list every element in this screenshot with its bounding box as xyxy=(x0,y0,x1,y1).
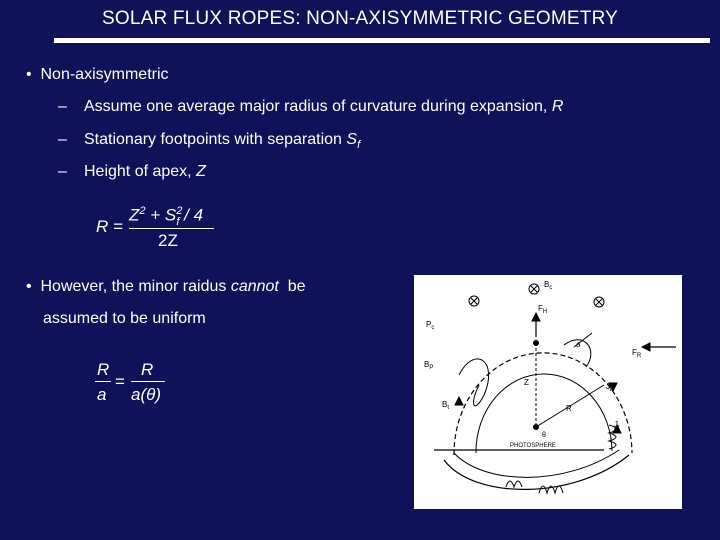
bullet-text-b: be xyxy=(287,278,306,295)
label-jt: $J_t$ xyxy=(614,420,620,431)
sub-text: Assume one average major radius of curvature during expansion, xyxy=(84,98,548,115)
label-photosphere: PHOTOSPHERE xyxy=(510,443,556,449)
var-r: R xyxy=(551,98,564,115)
eq1-div: / 4 xyxy=(184,205,204,225)
label-fh: $F_H$ xyxy=(538,304,548,315)
twist-left xyxy=(459,359,489,406)
eq2-den-left: a xyxy=(97,385,107,404)
label-bc: $B_c$ xyxy=(544,280,553,291)
label-bt: $B_t$ xyxy=(442,400,450,411)
dash: – xyxy=(58,98,67,115)
label-fr: $F_R$ xyxy=(632,348,642,359)
rope-lower-inner xyxy=(454,450,619,477)
sub-text: Height of apex, xyxy=(84,163,192,180)
dash: – xyxy=(58,131,67,148)
eq1-plus-s: + S xyxy=(150,205,177,225)
bullet-text-cannot: cannot xyxy=(230,278,279,295)
sub-bullet-footpoints xyxy=(58,131,360,151)
var-z: Z xyxy=(196,163,206,180)
bullet-dot: • xyxy=(26,66,41,83)
bp-arrow xyxy=(455,397,463,405)
eq1-lhs: R = xyxy=(96,217,123,236)
title-underline xyxy=(54,38,710,43)
eq1-denominator: 2Z xyxy=(158,231,178,250)
eq1-numerator xyxy=(129,205,203,228)
eq1-z-exp: 2 xyxy=(139,205,146,217)
dash: – xyxy=(58,163,67,180)
eq2-num-left: R xyxy=(97,360,110,379)
label-z: Z xyxy=(524,378,529,387)
eq1-s-sub: f xyxy=(176,216,180,229)
fr-arrowhead xyxy=(642,343,650,351)
var-s: S xyxy=(346,131,358,148)
eq2-bar-left xyxy=(95,381,111,382)
var-s-sub: f xyxy=(357,139,361,152)
bullet-text-a: However, the minor raidus xyxy=(40,278,227,295)
eq2-num-right: R xyxy=(141,360,154,379)
label-r: R xyxy=(566,404,572,413)
bullet-non-axisymmetric xyxy=(26,66,169,84)
eq1-s-exp: 2 xyxy=(176,205,183,217)
flux-rope-diagram xyxy=(414,275,682,509)
sub-bullet-major-radius xyxy=(58,98,563,116)
equation-major-radius xyxy=(96,203,226,253)
label-theta: θ xyxy=(542,432,546,439)
eq2-equals: = xyxy=(115,372,125,391)
bullet-text: Non-axisymmetric xyxy=(40,66,169,83)
bullet-minor-radius xyxy=(26,278,306,296)
inner-loop xyxy=(476,374,615,453)
bullet-minor-radius-cont: assumed to be uniform xyxy=(43,310,206,327)
label-jp: $J_P$ xyxy=(606,382,615,393)
eq1-fraction-bar xyxy=(129,228,214,229)
apex-point xyxy=(534,341,539,346)
sub-bullet-apex-height xyxy=(58,163,206,181)
equation-ratio xyxy=(95,360,185,410)
label-a: a xyxy=(576,340,581,349)
fh-arrowhead xyxy=(532,313,540,321)
sub-text: Stationary footpoints with separation xyxy=(84,131,342,148)
flux-rope-svg xyxy=(414,275,682,509)
slide-title: SOLAR FLUX ROPES: NON-AXISYMMETRIC GEOMETRY xyxy=(101,8,619,29)
eq1-z: Z xyxy=(129,205,140,225)
label-pc: $P_c$ xyxy=(426,320,435,331)
coil-left xyxy=(506,481,522,487)
eq2-bar-right xyxy=(131,381,165,382)
bullet-dot: • xyxy=(26,278,41,295)
major-loop xyxy=(454,353,632,455)
label-bp: $B_P$ xyxy=(424,360,434,371)
eq2-den-right: a(θ) xyxy=(131,385,161,404)
